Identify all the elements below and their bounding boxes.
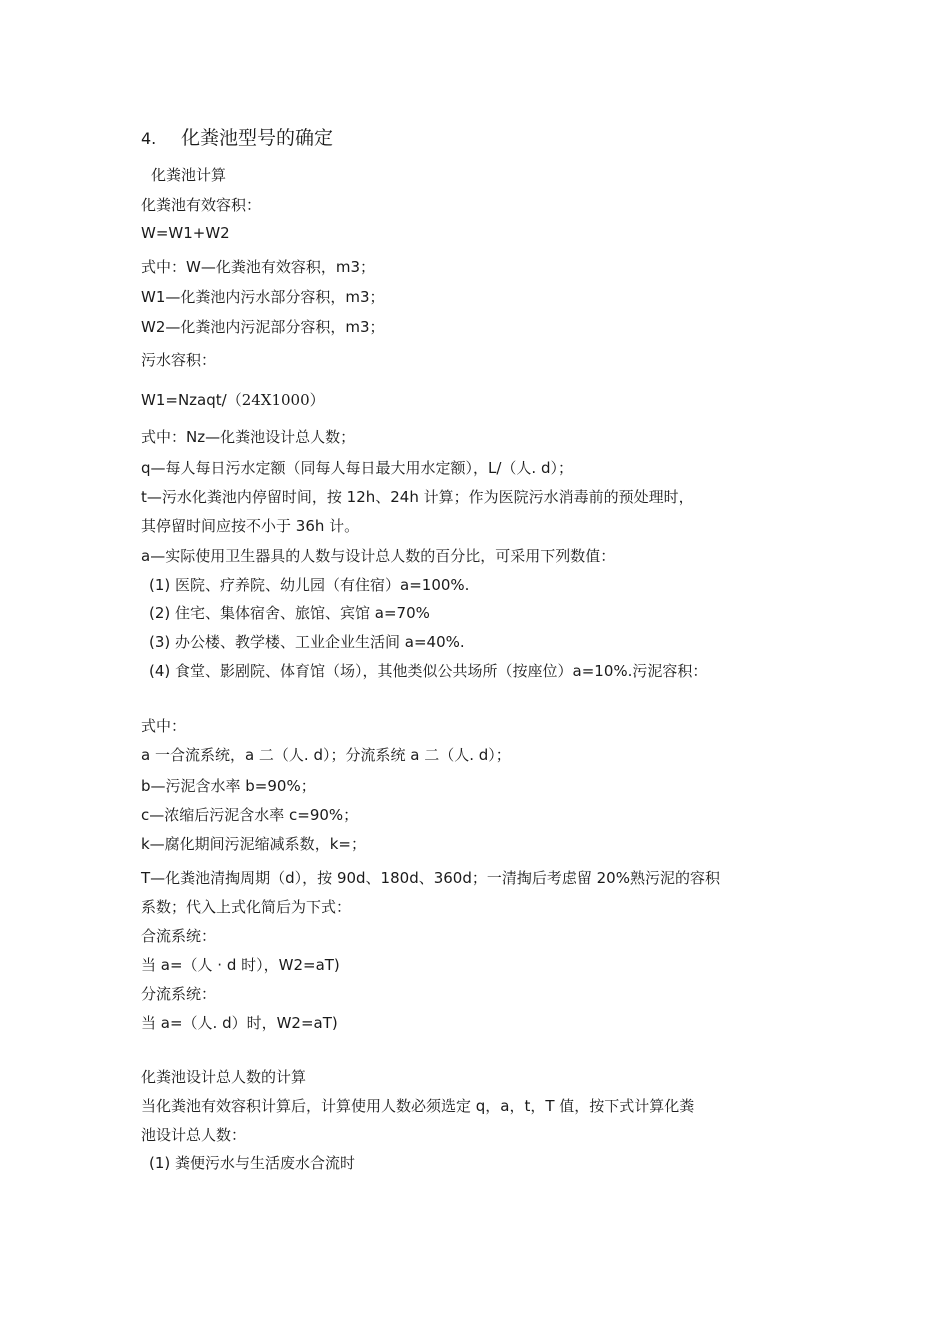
text-line: 污水容积： [141,351,217,369]
formula-part: （24X1000） [226,391,325,409]
text-line: 当 a=（人. d）时，W2=aT) [141,1014,338,1032]
text-line: 分流系统： [141,985,217,1003]
text-line: a—实际使用卫生器具的人数与设计总人数的百分比，可采用下列数值： [141,547,616,565]
section-number: 4. [141,129,157,148]
subheading-septic-calc: 化粪池计算 [151,166,227,184]
list-item: (2) 住宅、集体宿舍、旅馆、宾馆 a=70% [149,604,430,622]
text-line: b—污泥含水率 b=90%； [141,777,316,795]
text-line: 系数；代入上式化简后为下式： [141,898,352,916]
text-line: 其停留时间应按不小于 36h 计。 [141,517,360,535]
list-item: (1) 粪便污水与生活废水合流时 [149,1154,356,1172]
section-heading [141,125,333,152]
text-line: q—每人每日污水定额（同每人每日最大用水定额），L/（人. d）； [141,459,573,477]
text-line: t—污水化粪池内停留时间，按 12h、24h 计算；作为医院污水消毒前的预处理时， [141,488,694,506]
formula-line [141,390,325,410]
text-line: W2—化粪池内污泥部分容积，m3； [141,318,385,336]
section-title: 化粪池型号的确定 [181,127,334,149]
text-line: c—浓缩后污泥含水率 c=90%； [141,806,359,824]
text-line: 式中： [141,717,187,735]
text-line: 池设计总人数： [141,1126,247,1144]
text-line: k—腐化期间污泥缩减系数，k=； [141,835,366,853]
text-line: W1—化粪池内污水部分容积，m3； [141,288,385,306]
text-line: a 一合流系统，a 二（人. d）；分流系统 a 二（人. d）； [141,746,511,764]
list-item: (3) 办公楼、教学楼、工业企业生活间 a=40%. [149,633,465,651]
text-line: T—化粪池清掏周期（d），按 90d、180d、360d；一清掏后考虑留 20%熟污泥的容积 [141,869,720,887]
text-line: 当化粪池有效容积计算后，计算使用人数必须选定 q，a，t，T 值，按下式计算化粪 [141,1097,695,1115]
text-line: 式中：Nz—化粪池设计总人数； [141,428,356,446]
text-line: 合流系统： [141,927,217,945]
subheading-total-persons: 化粪池设计总人数的计算 [141,1068,307,1086]
text-line: 式中：W—化粪池有效容积，m3； [141,258,375,276]
list-item: (4) 食堂、影剧院、体育馆（场），其他类似公共场所（按座位）a=10%.污泥容积： [149,662,708,680]
text-line: 当 a=（人 · d 时），W2=aT) [141,956,340,974]
list-item: (1) 医院、疗养院、幼儿园（有住宿）a=100%. [149,576,470,594]
formula-part: W1=Nzaqt/ [141,391,227,409]
text-line: 化粪池有效容积： [141,196,262,214]
formula-line: W=W1+W2 [141,224,230,242]
